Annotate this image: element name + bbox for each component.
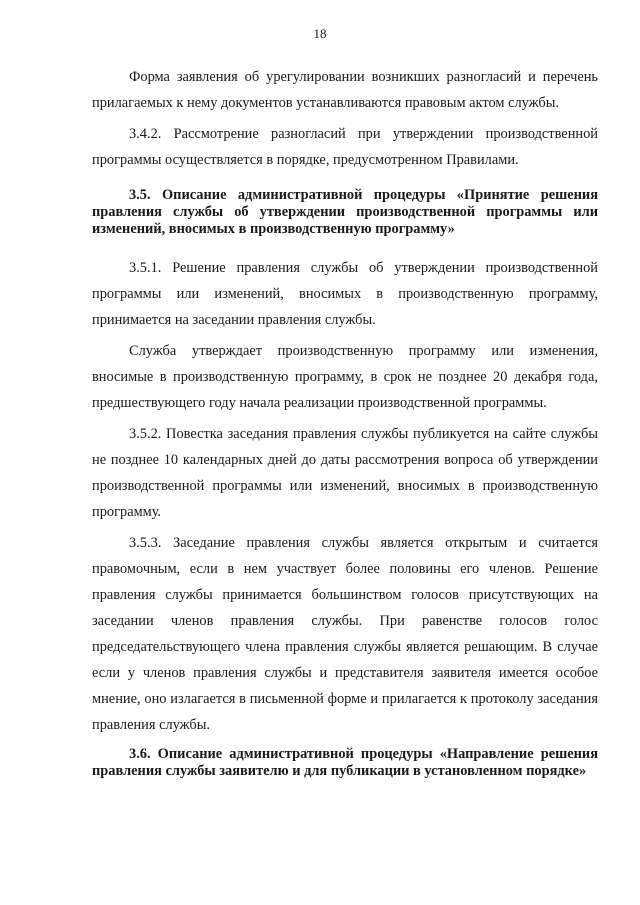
- paragraph-3-5-1: 3.5.1. Решение правления службы об утверждении производственной программы или изменений, вносимых в производственную программу, принимается на заседании правления службы.: [92, 260, 598, 328]
- paragraph-3-4-2: 3.4.2. Рассмотрение разногласий при утверждении производственной программы осуществляется в порядке, предусмотренном Правилами.: [92, 126, 598, 168]
- paragraph-application-form: Форма заявления об урегулировании возникших разногласий и перечень прилагаемых к нему документов устанавливаются правовым актом службы.: [92, 69, 598, 111]
- document-body: [92, 64, 598, 780]
- section-heading-3-5: 3.5. Описание административной процедуры «Принятие решения правления службы об утверждении производственной программы или изменений, вносимых в производственную программу»: [92, 187, 598, 237]
- paragraph-3-5-2: 3.5.2. Повестка заседания правления службы публикуется на сайте службы не позднее 10 календарных дней до даты рассмотрения вопроса об утверждении производственной программы или изменений, вносимых в производственную программу.: [92, 426, 598, 520]
- paragraph-3-5-3: 3.5.3. Заседание правления службы является открытым и считается правомочным, если в нем участвует более половины его членов. Решение правления службы принимается большинством голосов присутствующих на заседании членов правления службы. При равенстве голосов голос председательствующего члена правления службы является решающим. В случае если у членов правления службы и представителя заявителя имеется особое мнение, оно излагается в письменной форме и прилагается к протоколу заседания правления службы.: [92, 535, 598, 733]
- section-heading-3-6: 3.6. Описание административной процедуры «Направление решения правления службы заявителю и для публикации в установленном порядке»: [92, 746, 598, 779]
- page-number: 18: [313, 26, 327, 41]
- paragraph-approval-deadline: Служба утверждает производственную программу или изменения, вносимые в производственную программу, в срок не позднее 20 декабря года, предшествующего году начала реализации производственной программы.: [92, 343, 598, 411]
